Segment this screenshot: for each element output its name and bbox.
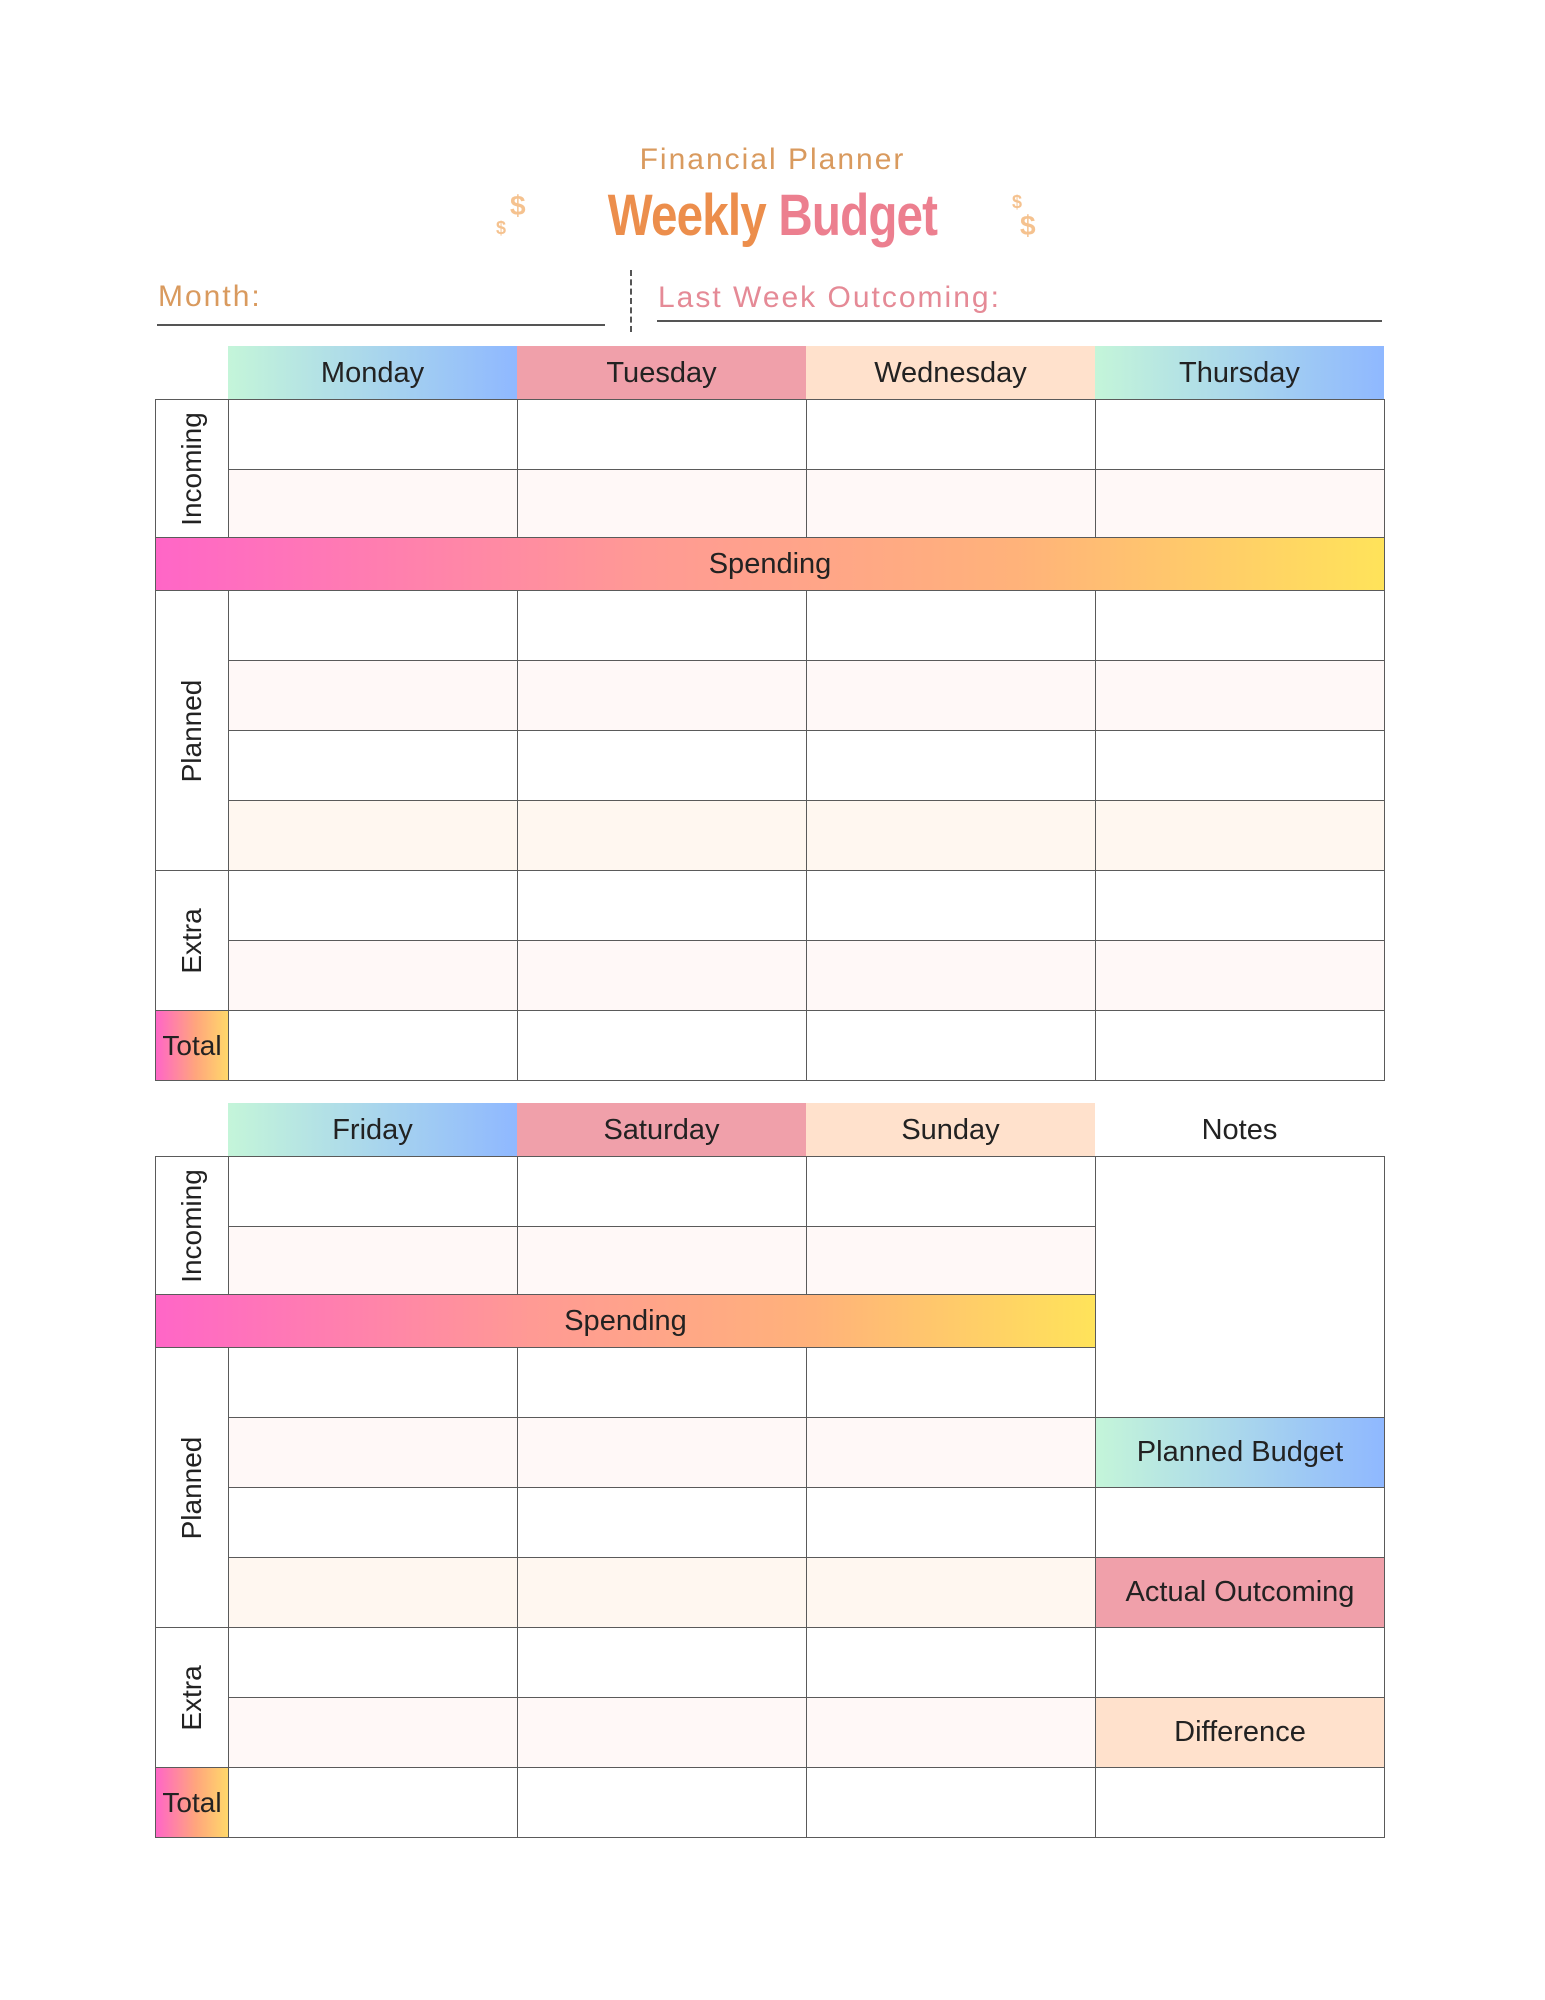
planned-cell[interactable]	[1095, 660, 1385, 731]
incoming-cell[interactable]	[806, 1156, 1096, 1227]
planned-cell[interactable]	[517, 1347, 807, 1418]
extra-cell[interactable]	[806, 1627, 1096, 1698]
planned-cell[interactable]	[1095, 800, 1385, 871]
planned-cell[interactable]	[517, 1487, 807, 1558]
extra-cell[interactable]	[1095, 870, 1385, 941]
planned-cell[interactable]	[806, 1417, 1096, 1488]
total-cell[interactable]	[517, 1767, 807, 1838]
planned-cell[interactable]	[228, 1417, 518, 1488]
dollar-sign-icon: $	[510, 190, 526, 221]
page-title	[139, 182, 1406, 249]
extra-cell[interactable]	[806, 1697, 1096, 1768]
planned-cell[interactable]	[1095, 590, 1385, 661]
planned-cell[interactable]	[228, 590, 518, 661]
incoming-label: Incoming	[176, 412, 207, 526]
incoming-cell[interactable]	[517, 469, 807, 540]
planned-cell[interactable]	[806, 730, 1096, 801]
dollar-sign-icon: $	[1020, 210, 1036, 241]
planned-cell[interactable]	[517, 660, 807, 731]
spending-band: Spending	[155, 537, 1385, 591]
title-word-weekly: Weekly	[607, 183, 766, 248]
planned-cell[interactable]	[517, 1417, 807, 1488]
actual-outcoming-label: Actual Outcoming	[1095, 1557, 1385, 1628]
extra-cell[interactable]	[228, 940, 518, 1011]
total-cell[interactable]	[806, 1010, 1096, 1081]
actual-outcoming-value[interactable]	[1095, 1627, 1385, 1698]
extra-cell[interactable]	[228, 870, 518, 941]
extra-cell[interactable]	[228, 1627, 518, 1698]
incoming-cell[interactable]	[806, 1226, 1096, 1297]
extra-cell[interactable]	[517, 1697, 807, 1768]
incoming-cell[interactable]	[806, 469, 1096, 540]
planned-cell[interactable]	[228, 1347, 518, 1418]
planned-row-label	[155, 1347, 229, 1628]
subtitle: Financial Planner	[639, 143, 906, 176]
planned-row-label	[155, 590, 229, 871]
incoming-cell[interactable]	[228, 1226, 518, 1297]
planned-cell[interactable]	[806, 1347, 1096, 1418]
extra-cell[interactable]	[1095, 940, 1385, 1011]
incoming-cell[interactable]	[517, 399, 807, 470]
planned-cell[interactable]	[517, 1557, 807, 1628]
planned-cell[interactable]	[228, 730, 518, 801]
planned-cell[interactable]	[806, 660, 1096, 731]
month-input-line[interactable]	[157, 324, 605, 326]
incoming-row-label	[155, 1156, 229, 1296]
planned-cell[interactable]	[517, 730, 807, 801]
header-divider	[630, 270, 632, 332]
incoming-cell[interactable]	[228, 469, 518, 540]
total-label: Total	[155, 1767, 229, 1838]
incoming-cell[interactable]	[517, 1156, 807, 1227]
extra-label: Extra	[176, 907, 207, 974]
extra-row-label	[155, 1627, 229, 1768]
day-header-monday: Monday	[228, 346, 517, 400]
incoming-cell[interactable]	[517, 1226, 807, 1297]
planned-cell[interactable]	[806, 1487, 1096, 1558]
dollar-sign-icon: $	[496, 218, 507, 238]
planned-label: Planned	[176, 1436, 207, 1539]
planned-cell[interactable]	[806, 590, 1096, 661]
day-header-tuesday: Tuesday	[517, 346, 806, 400]
total-cell[interactable]	[228, 1010, 518, 1081]
extra-cell[interactable]	[806, 940, 1096, 1011]
planned-cell[interactable]	[806, 1557, 1096, 1628]
total-cell[interactable]	[1095, 1010, 1385, 1081]
day-header-friday: Friday	[228, 1103, 517, 1157]
planned-cell[interactable]	[1095, 730, 1385, 801]
extra-cell[interactable]	[517, 940, 807, 1011]
extra-cell[interactable]	[517, 870, 807, 941]
incoming-cell[interactable]	[228, 399, 518, 470]
planned-budget-label: Planned Budget	[1095, 1417, 1385, 1488]
day-header-wednesday: Wednesday	[806, 346, 1095, 400]
extra-row-label	[155, 870, 229, 1011]
notes-header: Notes	[1201, 1113, 1278, 1146]
incoming-cell[interactable]	[1095, 469, 1385, 540]
incoming-cell[interactable]	[228, 1156, 518, 1227]
incoming-cell[interactable]	[1095, 399, 1385, 470]
planned-cell[interactable]	[517, 590, 807, 661]
notes-area[interactable]	[1095, 1156, 1385, 1418]
last-week-outcoming-label: Last Week Outcoming:	[658, 281, 1001, 314]
difference-label: Difference	[1095, 1697, 1385, 1768]
planned-cell[interactable]	[228, 1557, 518, 1628]
total-cell[interactable]	[517, 1010, 807, 1081]
planned-cell[interactable]	[228, 800, 518, 871]
planned-cell[interactable]	[228, 1487, 518, 1558]
last-week-outcoming-input-line[interactable]	[657, 320, 1382, 322]
extra-label: Extra	[176, 1664, 207, 1731]
planned-cell[interactable]	[806, 800, 1096, 871]
incoming-label: Incoming	[176, 1169, 207, 1283]
day-header-sunday: Sunday	[806, 1103, 1095, 1157]
dollar-sign-icon: $	[1012, 192, 1023, 212]
title-word-budget: Budget	[778, 183, 938, 248]
day-header-saturday: Saturday	[517, 1103, 806, 1157]
month-label: Month:	[158, 280, 262, 313]
day-header-thursday: Thursday	[1095, 346, 1384, 400]
spending-band: Spending	[155, 1294, 1096, 1348]
extra-cell[interactable]	[806, 870, 1096, 941]
extra-cell[interactable]	[517, 1627, 807, 1698]
planned-cell[interactable]	[228, 660, 518, 731]
incoming-row-label	[155, 399, 229, 539]
extra-cell[interactable]	[228, 1697, 518, 1768]
planned-budget-value[interactable]	[1095, 1487, 1385, 1558]
total-cell[interactable]	[228, 1767, 518, 1838]
total-label: Total	[155, 1010, 229, 1081]
planned-cell[interactable]	[517, 800, 807, 871]
incoming-cell[interactable]	[806, 399, 1096, 470]
total-cell[interactable]	[806, 1767, 1096, 1838]
planned-label: Planned	[176, 679, 207, 782]
difference-value[interactable]	[1095, 1767, 1385, 1838]
